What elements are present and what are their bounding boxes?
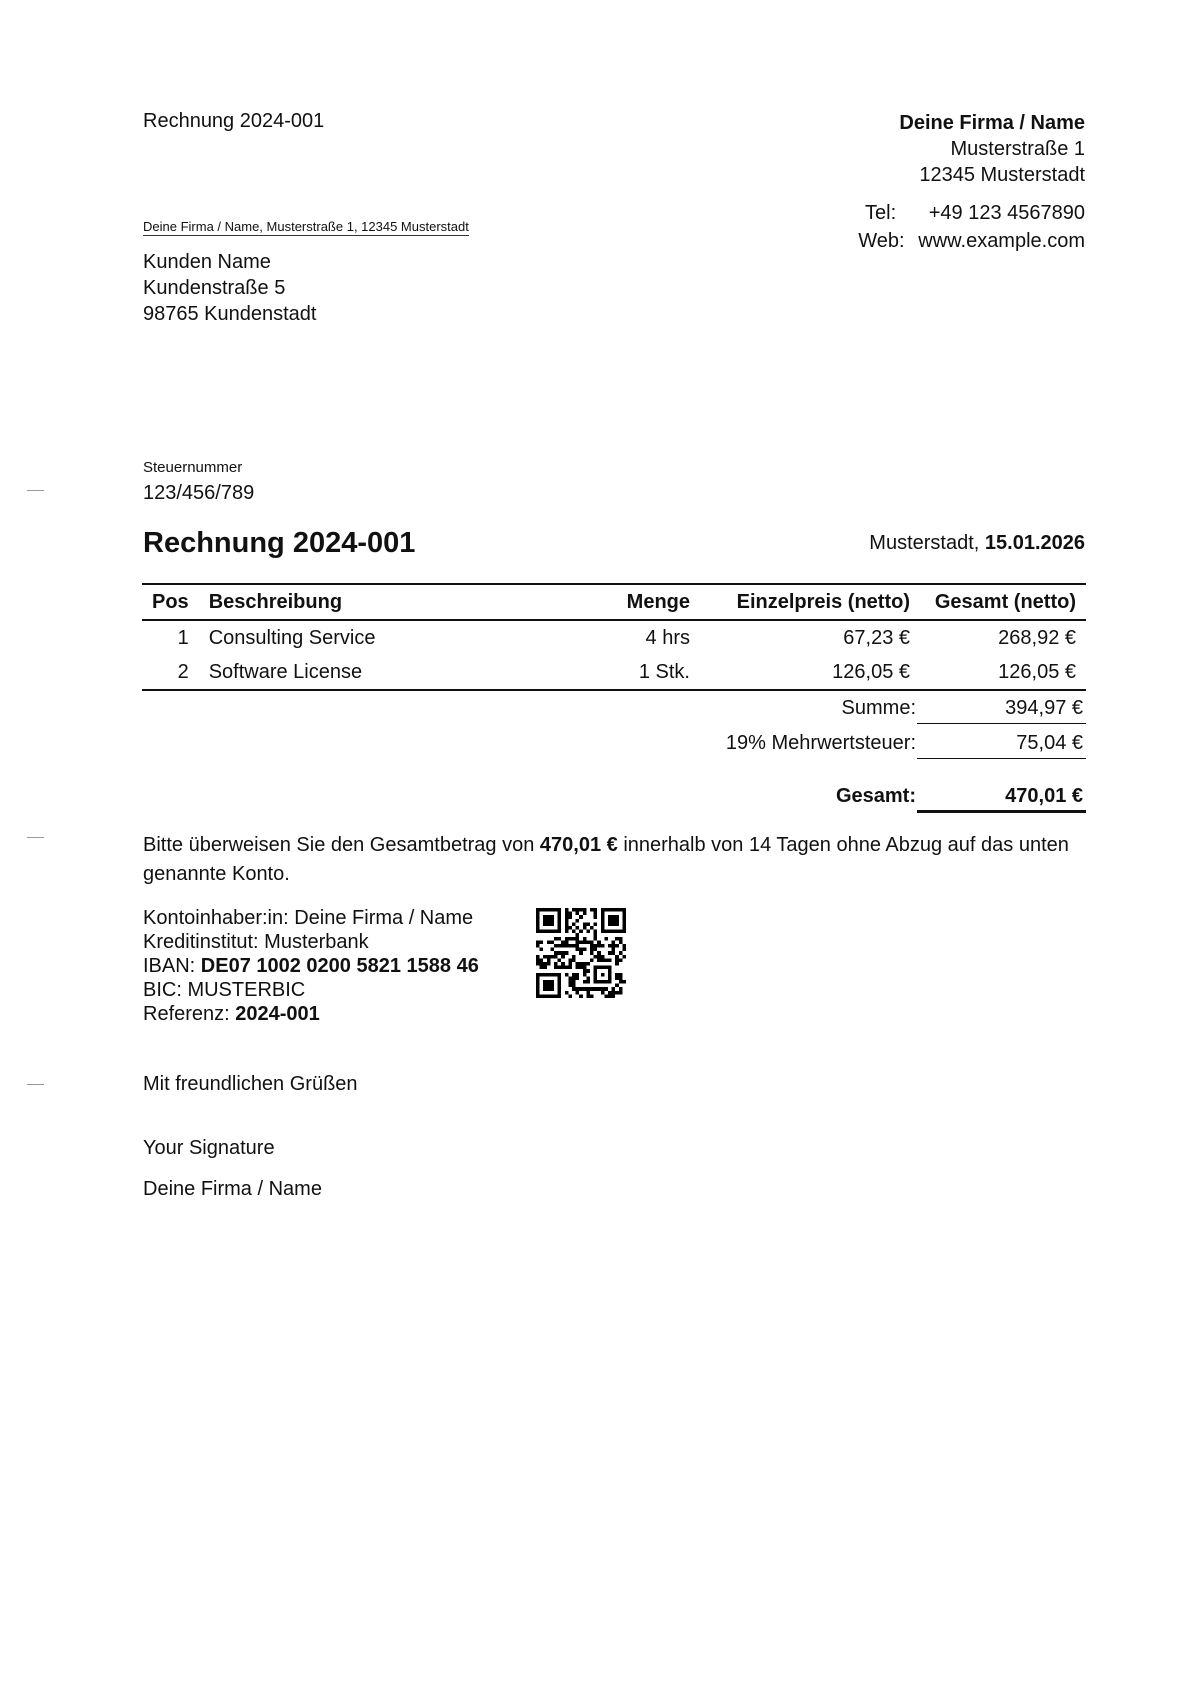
- tel-label: Tel:: [865, 202, 897, 224]
- header-total: Gesamt (netto): [920, 584, 1086, 620]
- vat-value: 75,04 €: [1016, 732, 1083, 754]
- table-row: [142, 655, 1086, 690]
- header-pos: Pos: [142, 584, 199, 620]
- table-row: [142, 620, 1086, 655]
- row-unit-price: 67,23 €: [843, 626, 910, 649]
- invoice-place: Musterstadt,: [869, 532, 980, 554]
- row-total: 268,92 €: [998, 626, 1076, 649]
- web-label: Web:: [858, 230, 905, 252]
- web-value: www.example.com: [918, 230, 1085, 252]
- bank-institute: Kreditinstitut: Musterbank: [143, 931, 369, 953]
- fold-mark-top: [27, 490, 44, 491]
- closing-greeting: Mit freundlichen Grüßen: [143, 1073, 358, 1095]
- sender-name: Deine Firma / Name: [899, 112, 1085, 134]
- tel-value: +49 123 4567890: [928, 202, 1085, 224]
- header-unit-price: Einzelpreis (netto): [700, 584, 920, 620]
- reference-value: 2024-001: [235, 1003, 320, 1025]
- qr-code-icon: [536, 908, 626, 998]
- invoice-date: 15.01.2026: [984, 532, 1085, 554]
- punch-mark: [27, 837, 44, 838]
- subtotal-value: 394,97 €: [1005, 697, 1083, 719]
- vat-label: 19% Mehrwertsteuer:: [725, 732, 916, 754]
- iban-line: [143, 954, 479, 978]
- date-line: [869, 532, 1085, 555]
- row-description: Software License: [199, 655, 560, 690]
- header-quantity: Menge: [560, 584, 700, 620]
- subtotal-label: Summe:: [841, 697, 916, 719]
- grand-total-divider: [917, 810, 1086, 813]
- recipient-city: 98765 Kundenstadt: [143, 303, 317, 325]
- recipient-street: Kundenstraße 5: [143, 277, 286, 299]
- header-description: Beschreibung: [199, 584, 560, 620]
- items-table: [142, 583, 1086, 691]
- vat-divider: [917, 758, 1086, 759]
- sender-address: [899, 110, 1085, 188]
- return-address-line: Deine Firma / Name, Musterstraße 1, 12345 Musterstadt: [143, 219, 469, 234]
- recipient-name: Kunden Name: [143, 251, 271, 273]
- sender-street: Musterstraße 1: [950, 138, 1085, 160]
- row-total: 126,05 €: [920, 655, 1086, 690]
- table-header-row: [142, 584, 1086, 620]
- invoice-title: Rechnung 2024-001: [143, 527, 416, 559]
- recipient-address: [143, 249, 317, 327]
- payment-text-after: innerhalb von 14 Tagen ohne Abzug auf das unten genannte Konto.: [143, 834, 1069, 885]
- iban-label: IBAN:: [143, 955, 201, 977]
- signature: Your Signature: [143, 1137, 275, 1159]
- payment-text-before: Bitte überweisen Sie den Gesamtbetrag von: [143, 834, 540, 856]
- payment-instruction: [143, 831, 1093, 889]
- fold-mark-bottom: [27, 1084, 44, 1085]
- bic-line: BIC: MUSTERBIC: [143, 979, 306, 1001]
- bank-details: [143, 906, 479, 1026]
- header-invoice-label: Rechnung 2024-001: [143, 110, 325, 132]
- subtotal-divider: [917, 723, 1086, 724]
- reference-label: Referenz:: [143, 1003, 236, 1025]
- payment-amount: 470,01 €: [539, 834, 618, 856]
- row-quantity: 4 hrs: [645, 626, 690, 649]
- signer-name: Deine Firma / Name: [143, 1178, 322, 1200]
- iban-value: DE07 1002 0200 5821 1588 46: [200, 955, 479, 977]
- row-unit-price: 126,05 €: [700, 655, 920, 690]
- row-description: Consulting Service: [208, 626, 376, 649]
- sender-city: 12345 Musterstadt: [919, 164, 1085, 186]
- reference-line: [143, 1002, 479, 1026]
- row-quantity: 1 Stk.: [560, 655, 700, 690]
- tax-number-value: 123/456/789: [143, 482, 255, 504]
- tax-number-label: Steuernummer: [143, 459, 243, 476]
- sender-contact: [858, 199, 1085, 255]
- grand-total-value: 470,01 €: [1005, 785, 1083, 807]
- row-pos: 2: [142, 655, 199, 690]
- account-holder: Kontoinhaber:in: Deine Firma / Name: [143, 907, 474, 929]
- row-pos: 1: [177, 626, 189, 649]
- grand-total-label: Gesamt:: [835, 785, 916, 807]
